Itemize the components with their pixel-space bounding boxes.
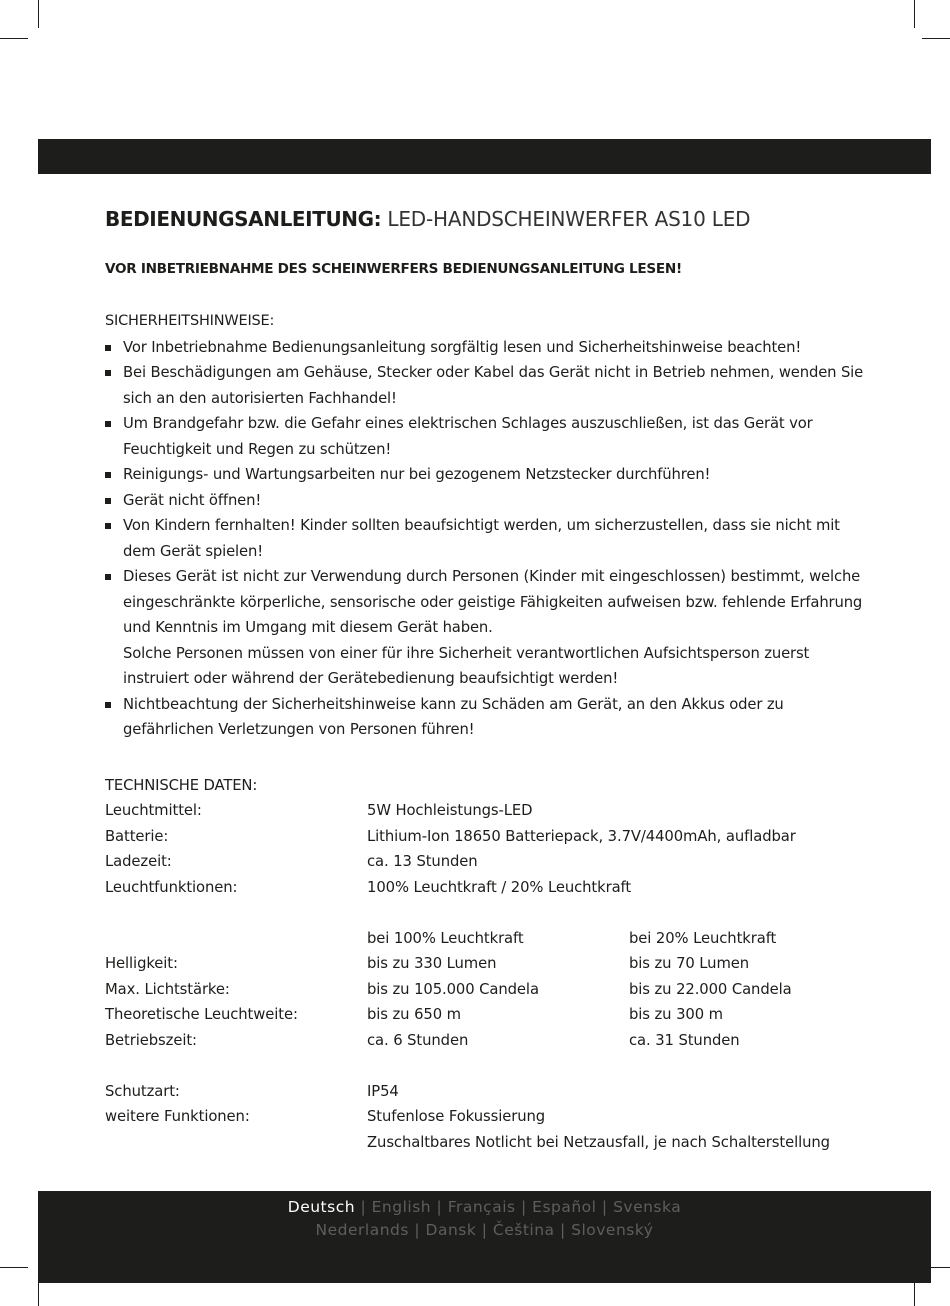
language-link-english[interactable]: English	[371, 1198, 432, 1216]
brightness-label: Betriebszeit:	[105, 1031, 197, 1049]
bullet-icon	[105, 574, 111, 580]
safety-item	[105, 564, 865, 692]
bullet-icon	[105, 472, 111, 478]
brightness-value-20: ca. 31 Stunden	[629, 1031, 740, 1049]
language-link-deutsch[interactable]: Deutsch	[287, 1198, 356, 1216]
safety-item	[105, 462, 865, 488]
spec-row	[105, 1130, 865, 1156]
spec-row	[105, 875, 865, 901]
spec-row	[105, 798, 865, 824]
spec-label: Leuchtmittel:	[105, 802, 202, 819]
safety-item	[105, 692, 865, 743]
read-manual-warning: VOR INBETRIEBNAHME DES SCHEINWERFERS BEDIENUNGSANLEITUNG LESEN!	[105, 261, 682, 277]
spec-value: Zuschaltbares Notlicht bei Netzausfall, je nach Schalterstellung	[367, 1133, 830, 1151]
safety-heading: SICHERHEITSHINWEISE:	[105, 313, 275, 329]
brightness-row	[105, 951, 865, 977]
brightness-row	[105, 1028, 865, 1054]
tech-heading: TECHNISCHE DATEN:	[105, 776, 258, 794]
spec-label: Leuchtfunktionen:	[105, 878, 238, 896]
bullet-icon	[105, 421, 111, 427]
language-link-slovensky[interactable]: Slovenský	[571, 1221, 654, 1239]
safety-item	[105, 335, 865, 361]
brightness-value-20: bis zu 300 m	[629, 1006, 723, 1023]
safety-item-text: Vor Inbetriebnahme Bedienungsanleitung sorgfältig lesen und Sicherheitshinweise beachten!	[123, 338, 802, 356]
language-link-cestina[interactable]: Čeština	[492, 1221, 555, 1239]
page-title	[105, 205, 865, 233]
crop-mark	[0, 38, 28, 39]
brightness-value-20: bis zu 70 Lumen	[629, 955, 750, 972]
brightness-table	[105, 926, 865, 1054]
spec-row	[105, 1079, 865, 1105]
brightness-header-row	[105, 926, 865, 952]
bullet-icon	[105, 702, 111, 708]
language-link-nederlands[interactable]: Nederlands	[315, 1221, 409, 1239]
spec-label: Schutzart:	[105, 1082, 180, 1100]
bullet-icon	[105, 370, 111, 376]
spec-label: weitere Funktionen:	[105, 1108, 250, 1125]
column-header-20: bei 20% Leuchtkraft	[629, 929, 777, 947]
brightness-value-20: bis zu 22.000 Candela	[629, 980, 792, 998]
safety-item-text: Von Kindern fernhalten! Kinder sollten beaufsichtigt werden, um sicherzustellen, dass sie nicht mit dem Gerät spielen!	[123, 517, 840, 560]
brightness-value-100: bis zu 105.000 Candela	[367, 980, 539, 998]
safety-item-text: Gerät nicht öffnen!	[123, 491, 262, 509]
brightness-value-100: bis zu 650 m	[367, 1006, 461, 1023]
safety-item	[105, 513, 865, 564]
spec-label: Ladezeit:	[105, 853, 172, 870]
title-bold: BEDIENUNGSANLEITUNG:	[105, 207, 382, 231]
brightness-value-100: bis zu 330 Lumen	[367, 955, 497, 972]
safety-item-text: Bei Beschädigungen am Gehäuse, Stecker oder Kabel das Gerät nicht in Betrieb nehmen, wenden Sie sich an den autorisierten Fachhandel!	[123, 364, 864, 407]
safety-item-text: Dieses Gerät ist nicht zur Verwendung durch Personen (Kinder mit eingeschlossen) bestimmt, welche eingeschränkte körperliche, sensorische oder geistige Fähigkeiten aufweisen bzw. fehlende Erfahrung und Kenntnis im Umgang mit diesem Gerät haben.	[123, 568, 863, 636]
language-link-svenska[interactable]: Svenska	[613, 1198, 682, 1216]
spec-value: 100% Leuchtkraft / 20% Leuchtkraft	[367, 878, 632, 896]
spec-value: ca. 13 Stunden	[367, 853, 478, 870]
brightness-label: Helligkeit:	[105, 955, 178, 972]
safety-item-text: Nichtbeachtung der Sicherheitshinweise kann zu Schäden am Gerät, an den Akkus oder zu gefährlichen Verletzungen von Personen führen!	[123, 695, 784, 738]
spec-value: 5W Hochleistungs-LED	[367, 802, 533, 819]
spec-label	[105, 1130, 367, 1156]
bullet-icon	[105, 523, 111, 529]
safety-item-text: Um Brandgefahr bzw. die Gefahr eines elektrischen Schlages auszuschließen, ist das Gerät vor Feuchtigkeit und Regen zu schützen!	[123, 415, 813, 458]
header-bar	[38, 139, 931, 174]
language-footer	[38, 1191, 931, 1283]
extra-spec-table	[105, 1079, 865, 1156]
column-header-100: bei 100% Leuchtkraft	[367, 929, 524, 947]
spec-row	[105, 849, 865, 875]
spec-row	[105, 824, 865, 850]
safety-item-text: Reinigungs- und Wartungsarbeiten nur bei gezogenem Netzstecker durchführen!	[123, 466, 711, 483]
spec-value: IP54	[367, 1082, 399, 1100]
spec-label: Batterie:	[105, 827, 169, 845]
crop-mark	[914, 0, 915, 28]
language-link-dansk[interactable]: Dansk	[425, 1221, 477, 1239]
bullet-icon	[105, 498, 111, 504]
brightness-label: Max. Lichtstärke:	[105, 980, 230, 998]
safety-item	[105, 488, 865, 514]
safety-item	[105, 411, 865, 462]
crop-mark	[922, 38, 950, 39]
language-line-1: Deutsch | English | Français | Español | Svenska	[287, 1198, 682, 1216]
bullet-icon	[105, 345, 111, 351]
language-link-espanol[interactable]: Español	[532, 1198, 597, 1216]
safety-list	[105, 335, 865, 743]
crop-mark	[0, 1267, 28, 1268]
manual-content	[105, 205, 865, 1155]
language-line-2: Nederlands | Dansk | Čeština | Slovenský	[315, 1221, 654, 1239]
safety-item-text-extra: Solche Personen müssen von einer für ihre Sicherheit verantwortlichen Aufsichtsperson zuerst instruiert oder während der Gerätebedienung beaufsichtigt werden!	[123, 644, 810, 687]
crop-mark	[38, 0, 39, 28]
brightness-label: Theoretische Leuchtweite:	[105, 1006, 298, 1023]
spec-row	[105, 1104, 865, 1130]
spec-value: Stufenlose Fokussierung	[367, 1108, 546, 1125]
spec-value: Lithium-Ion 18650 Batteriepack, 3.7V/4400mAh, aufladbar	[367, 827, 796, 845]
safety-item	[105, 360, 865, 411]
brightness-value-100: ca. 6 Stunden	[367, 1031, 469, 1049]
language-link-francais[interactable]: Français	[447, 1198, 516, 1216]
title-product: LED-HANDSCHEINWERFER AS10 LED	[381, 207, 751, 231]
brightness-row	[105, 1002, 865, 1028]
spec-table	[105, 798, 865, 900]
brightness-row	[105, 977, 865, 1003]
